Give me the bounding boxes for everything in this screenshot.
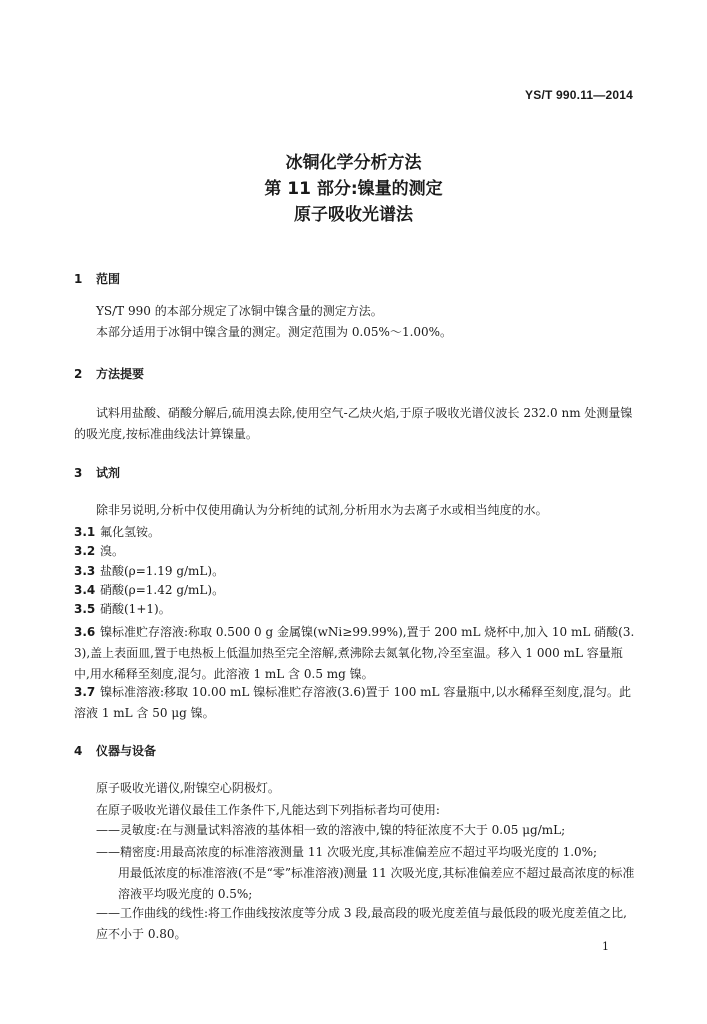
- item-number: 3.2: [74, 544, 96, 558]
- title-line-2: 第 11 部分:镍量的测定: [264, 179, 443, 199]
- section-title: 试剂: [96, 466, 121, 480]
- standard-code: YS/T 990.11—2014: [525, 88, 633, 102]
- title-line-1: 冰铜化学分析方法: [285, 153, 422, 173]
- item-number: 3.1: [74, 525, 96, 539]
- section-2-heading: [74, 365, 144, 382]
- section-1-heading: [74, 270, 120, 287]
- item-number: 3.3: [74, 564, 96, 578]
- reagent-item: [74, 541, 638, 562]
- reagent-item: [74, 580, 638, 601]
- item-text: 镍标准贮存溶液:称取 0.500 0 g 金属镍(wNi≥99.99%),置于 200 mL 烧杯中,加入 10 mL 硝酸(3.3),盖上表面皿,置于电热板上低温加热至完全溶解,煮沸除去氮氧化物,冷至室温。移入 1 000 mL 容量瓶中,用水稀释至刻度,混匀。此溶液 1 mL 含 0.5 mg 镍。: [74, 625, 635, 681]
- criterion-precision-line-2: 用最低浓度的标准溶液(不是“零”标准溶液)测量 11 次吸光度,其标准偏差应不超过最高浓度的标准溶液平均吸光度的 0.5%;: [118, 866, 635, 901]
- section-number: 4: [74, 744, 83, 758]
- item-number: 3.7: [74, 685, 96, 699]
- title-line-3: 原子吸收光谱法: [294, 205, 413, 225]
- section-title: 方法提要: [96, 367, 145, 381]
- section-3-heading: [74, 464, 120, 481]
- section-2-paragraph: 试料用盐酸、硝酸分解后,硫用溴去除,使用空气-乙炔火焰,于原子吸收光谱仪波长 232.0 nm 处测量镍的吸光度,按标准曲线法计算镍量。: [74, 406, 633, 441]
- item-text: 溴。: [100, 544, 125, 558]
- section-number: 2: [74, 367, 83, 381]
- section-4-paragraph-1: 原子吸收光谱仪,附镍空心阴极灯。: [96, 781, 280, 795]
- page-number: 1: [602, 940, 609, 953]
- item-text: 镍标准溶液:移取 10.00 mL 镍标准贮存溶液(3.6)置于 100 mL 容量瓶中,以水稀释至刻度,混匀。此溶液 1 mL 含 50 μg 镍。: [74, 685, 631, 720]
- criterion-precision: [96, 842, 638, 905]
- criterion-linearity: ——工作曲线的线性:将工作曲线按浓度等分成 3 段,最高段的吸光度差值与最低段的吸光度差值之比,应不小于 0.80。: [96, 906, 627, 941]
- item-text: 硝酸(1+1)。: [100, 602, 171, 616]
- item-text: 硝酸(ρ=1.42 g/mL)。: [100, 583, 225, 597]
- section-number: 3: [74, 466, 83, 480]
- document-title: [0, 150, 707, 228]
- section-number: 1: [74, 272, 83, 286]
- reagent-item: [74, 622, 638, 685]
- item-number: 3.5: [74, 602, 96, 616]
- section-4-paragraph-2: 在原子吸收光谱仪最佳工作条件下,凡能达到下列指标者均可使用:: [96, 803, 440, 817]
- section-1-paragraph-2: 本部分适用于冰铜中镍含量的测定。测定范围为 0.05%～1.00%。: [96, 325, 453, 339]
- reagent-item: [74, 561, 638, 582]
- item-text: 氟化氢铵。: [100, 525, 161, 539]
- reagent-item: [74, 522, 638, 543]
- section-title: 范围: [96, 272, 121, 286]
- reagent-item: [74, 682, 638, 724]
- section-4-heading: [74, 742, 156, 759]
- section-title: 仪器与设备: [96, 744, 157, 758]
- section-1-paragraph-1: YS/T 990 的本部分规定了冰铜中镍含量的测定方法。: [96, 304, 383, 318]
- item-number: 3.4: [74, 583, 96, 597]
- criterion-sensitivity: ——灵敏度:在与测量试料溶液的基体相一致的溶液中,镍的特征浓度不大于 0.05 μg/mL;: [96, 823, 566, 837]
- criterion-precision-line-1: ——精密度:用最高浓度的标准溶液测量 11 次吸光度,其标准偏差应不超过平均吸光度的 1.0%;: [96, 845, 598, 859]
- item-text: 盐酸(ρ=1.19 g/mL)。: [100, 564, 225, 578]
- reagent-item: [74, 599, 638, 620]
- item-number: 3.6: [74, 625, 96, 639]
- section-3-intro: 除非另说明,分析中仅使用确认为分析纯的试剂,分析用水为去离子水或相当纯度的水。: [96, 503, 548, 517]
